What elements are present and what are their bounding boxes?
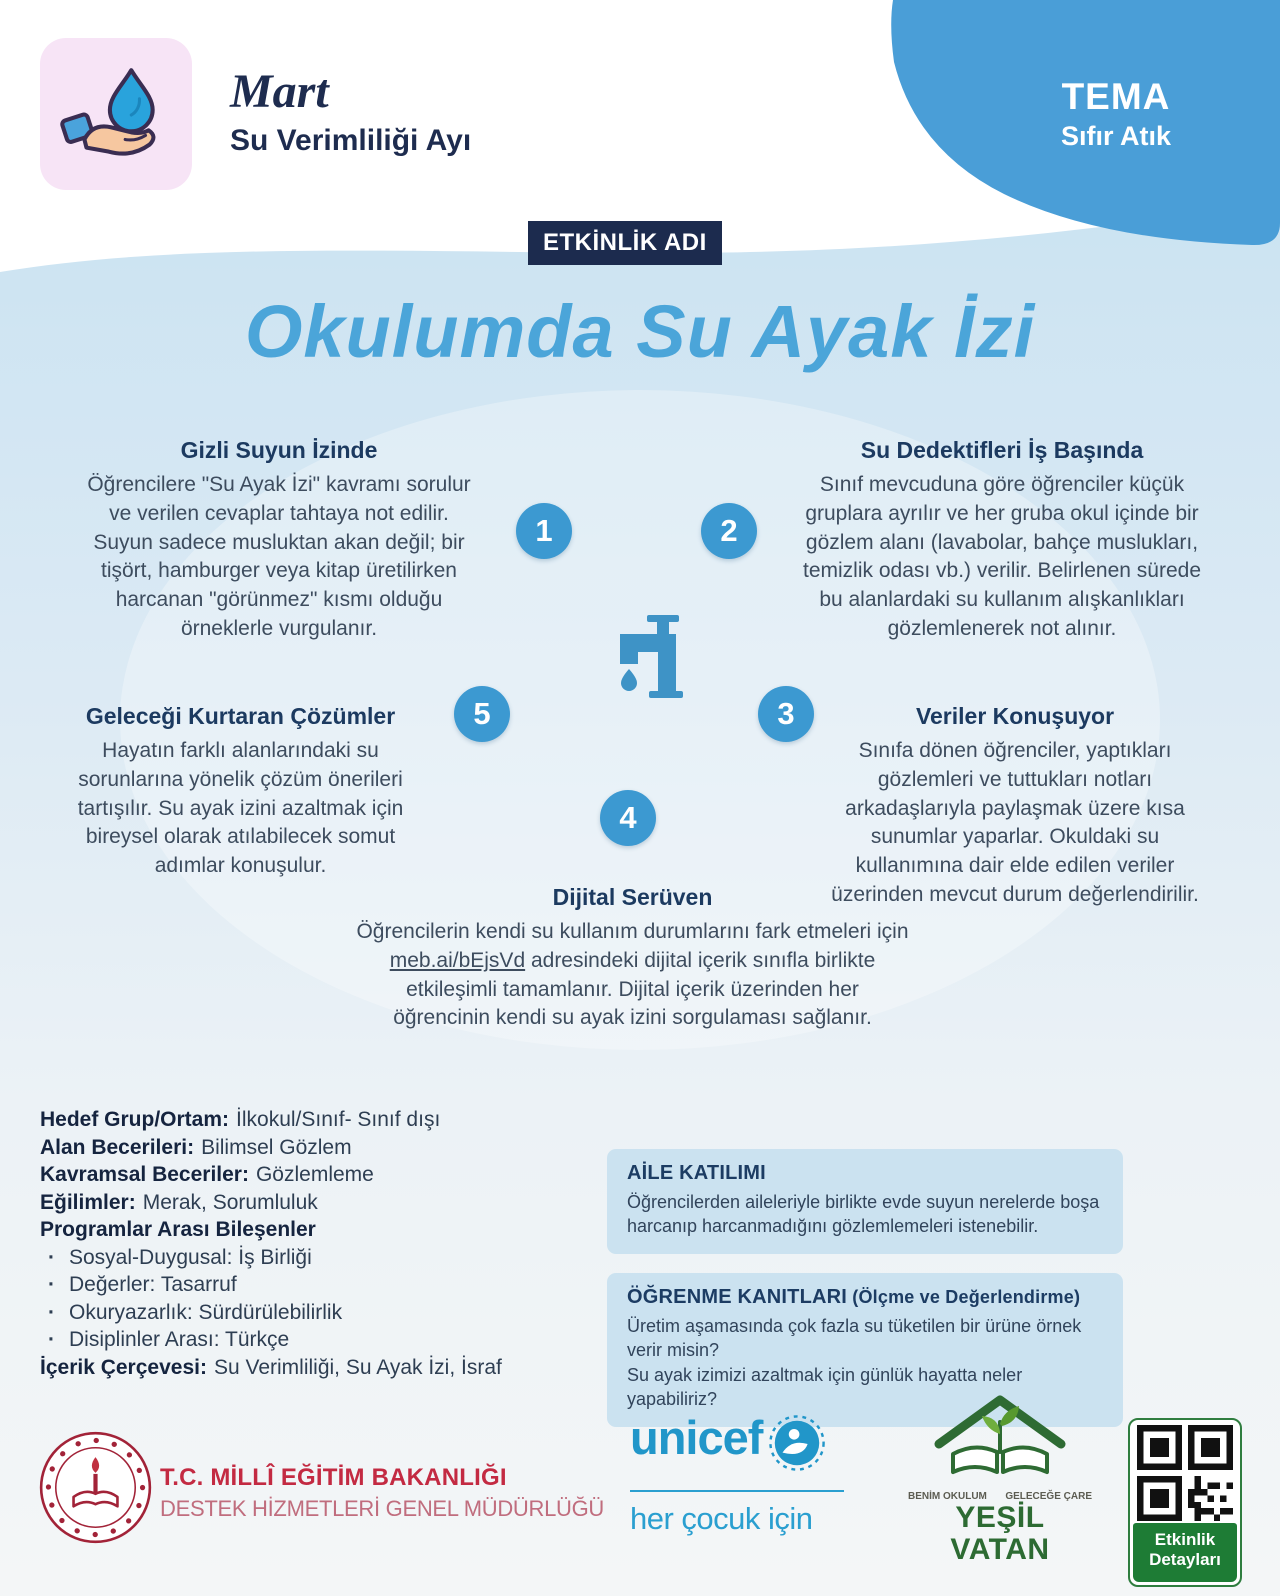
meta-value: Gözlemleme — [255, 1163, 374, 1186]
brand-card — [40, 38, 192, 190]
step-2-block — [793, 437, 1211, 644]
meb-link[interactable]: meb.ai/bEjsVd — [389, 948, 526, 972]
meta-row — [40, 1216, 605, 1244]
roof-book-sprout-icon — [925, 1392, 1075, 1484]
meta-value: Bilimsel Gözlem — [201, 1135, 352, 1159]
step-5-title: Geleceği Kurtaran Çözümler — [85, 703, 396, 729]
meta-label: Eğilimler: — [40, 1190, 136, 1214]
meta-row — [40, 1134, 605, 1162]
meb-text-block — [160, 1464, 604, 1522]
unicef-divider — [630, 1490, 844, 1492]
meta-label: Hedef Grup/Ortam: — [40, 1108, 230, 1131]
unicef-logo — [630, 1411, 860, 1537]
step-number-5: 5 — [454, 686, 510, 742]
step-5-body: Hayatın farklı alanlarındaki su sorunlarına yönelik çözüm önerileri tartışılır. Su ayak izini azaltmak için bireysel olarak atılabilecek somut adımlar konuşulur. — [77, 739, 404, 878]
family-participation-body: Öğrencilerden aileleriyle birlikte evde suyun nerelerde boşa harcanıp harcanmadığını gözlemlemeleri istenebilir. — [627, 1192, 1100, 1237]
meta-value: İlkokul/Sınıf- Sınıf dışı — [236, 1108, 441, 1131]
theme-subtitle: Sıfır Atık — [1060, 121, 1172, 151]
learning-evidence-title-text: ÖĞRENME KANITLARI — [627, 1286, 848, 1308]
step-4-text: Öğrencilerin kendi su kullanım durumlarını fark etmeleri için — [356, 920, 909, 943]
meta-bullet-row — [40, 1244, 605, 1272]
meta-row — [40, 1106, 605, 1134]
meta-value: Su Verimliliği, Su Ayak İzi, İsraf — [213, 1355, 502, 1379]
step-4-body — [355, 918, 910, 1033]
step-4-block — [355, 884, 910, 1033]
yesil-vatan-name: YEŞİL VATAN — [950, 1501, 1050, 1566]
step-3-title: Veriler Konuşuyor — [915, 703, 1115, 729]
qr-label: Etkinlik Detayları — [1133, 1523, 1237, 1582]
meta-row — [40, 1189, 605, 1217]
qr-code — [1133, 1423, 1237, 1523]
learning-evidence-line1: Üretim aşamasında çok fazla su tüketilen bir ürüne örnek verir misin? — [627, 1316, 1082, 1361]
meta-bullet-row — [40, 1326, 605, 1354]
water-hand-icon — [60, 58, 172, 170]
family-participation-title: AİLE KATILIMI — [627, 1162, 766, 1184]
yesil-vatan-logo — [906, 1392, 1094, 1565]
meta-value: Merak, Sorumluluk — [142, 1190, 318, 1214]
month-subtitle: Su Verimliliği Ayı — [230, 124, 472, 157]
yesil-topline-left: BENİM OKULUM — [908, 1491, 987, 1502]
meta-label: Programlar Arası Bileşenler — [40, 1218, 316, 1241]
unicef-emblem-icon — [768, 1414, 826, 1472]
step-2-title: Su Dedektifleri İş Başında — [860, 437, 1144, 463]
step-4-title: Dijital Serüven — [552, 884, 713, 910]
theme-box — [996, 76, 1236, 152]
meta-label: Kavramsal Beceriler: — [40, 1163, 249, 1186]
step-3-block — [826, 703, 1204, 910]
unicef-tagline: her çocuk için — [630, 1501, 813, 1536]
step-1-title: Gizli Suyun İzinde — [180, 437, 378, 463]
meta-label: Alan Becerileri: — [40, 1135, 195, 1159]
water-drop-icon — [621, 669, 637, 691]
step-2-body: Sınıf mevcuduna göre öğrenciler küçük gruplara ayrılır ve her gruba okul içinde bir gözlem alanı (lavabolar, bahçe muslukları, temizlik odası vb.) verilir. Belirlenen sürede bu alanlardaki su kullanım alışkanlıkları gözlemlenerek not alınır. — [803, 473, 1201, 640]
meta-bullet: Değerler: Tasarruf — [69, 1273, 237, 1296]
step-4-text: adresindeki dijital içerik sınıfla birlikte etkileşimli tamamlanır. Dijital içerik üzerinden her öğrencinin kendi su ayak izini sorgulaması sağlanır. — [393, 948, 876, 1030]
step-number-4: 4 — [600, 790, 656, 846]
meta-bullet: Sosyal-Duygusal: İş Birliği — [69, 1245, 312, 1269]
theme-title: TEMA — [1061, 76, 1171, 117]
meta-row — [40, 1161, 605, 1189]
meta-bullet: Okuryazarlık: Sürdürülebilirlik — [69, 1300, 343, 1324]
step-number-2: 2 — [701, 503, 757, 559]
step-5-block — [68, 703, 413, 881]
unicef-wordmark: unicef — [630, 1411, 763, 1464]
meta-row — [40, 1354, 605, 1382]
faucet-icon — [592, 615, 687, 703]
activity-title: Okulumda Su Ayak İzi — [244, 290, 1036, 373]
qr-code-card[interactable] — [1128, 1418, 1242, 1587]
meb-emblem-icon — [38, 1430, 153, 1545]
step-3-body: Sınıfa dönen öğrenciler, yaptıkları gözlemleri ve tuttukları notları arkadaşlarıyla paylaşmak üzere kısa sunumlar yaparlar. Okuldaki su kullanımına dair elde edilen veriler üzerinden mevcut durum değerlendirilir. — [831, 739, 1199, 906]
step-1-block — [83, 437, 475, 644]
meta-label: İçerik Çerçevesi: — [40, 1355, 207, 1379]
meta-bullet: Disiplinler Arası: Türkçe — [69, 1328, 290, 1351]
meta-list — [40, 1106, 605, 1381]
meb-department: DESTEK HİZMETLERİ GENEL MÜDÜRLÜĞÜ — [160, 1496, 605, 1521]
month-title: Mart — [230, 65, 329, 118]
learning-evidence-title-suffix: (Ölçme ve Değerlendirme) — [847, 1287, 1081, 1307]
yesil-topline-right: GELECEĞE ÇARE — [1005, 1491, 1092, 1502]
family-participation-box — [607, 1149, 1123, 1254]
meta-bullet-row — [40, 1271, 605, 1299]
learning-evidence-line2: Su ayak izimizi azaltmak için günlük hayatta neler yapabiliriz? — [627, 1364, 1023, 1410]
step-number-1: 1 — [516, 503, 572, 559]
step-1-body: Öğrencilere "Su Ayak İzi" kavramı sorulur ve verilen cevaplar tahtaya not edilir. Suyun sadece musluktan akan değil; bir tişört, hamburger veya kitap üretilirken harcanan "görünmez" kısmı olduğu örneklerle vurgulanır. — [87, 473, 471, 640]
activity-name-badge: ETKİNLİK ADI — [528, 221, 722, 265]
learning-evidence-title — [627, 1286, 1103, 1309]
meb-name: T.C. MİLLÎ EĞİTİM BAKANLIĞI — [160, 1464, 507, 1491]
step-number-3: 3 — [758, 686, 814, 742]
meta-bullet-row — [40, 1299, 605, 1327]
